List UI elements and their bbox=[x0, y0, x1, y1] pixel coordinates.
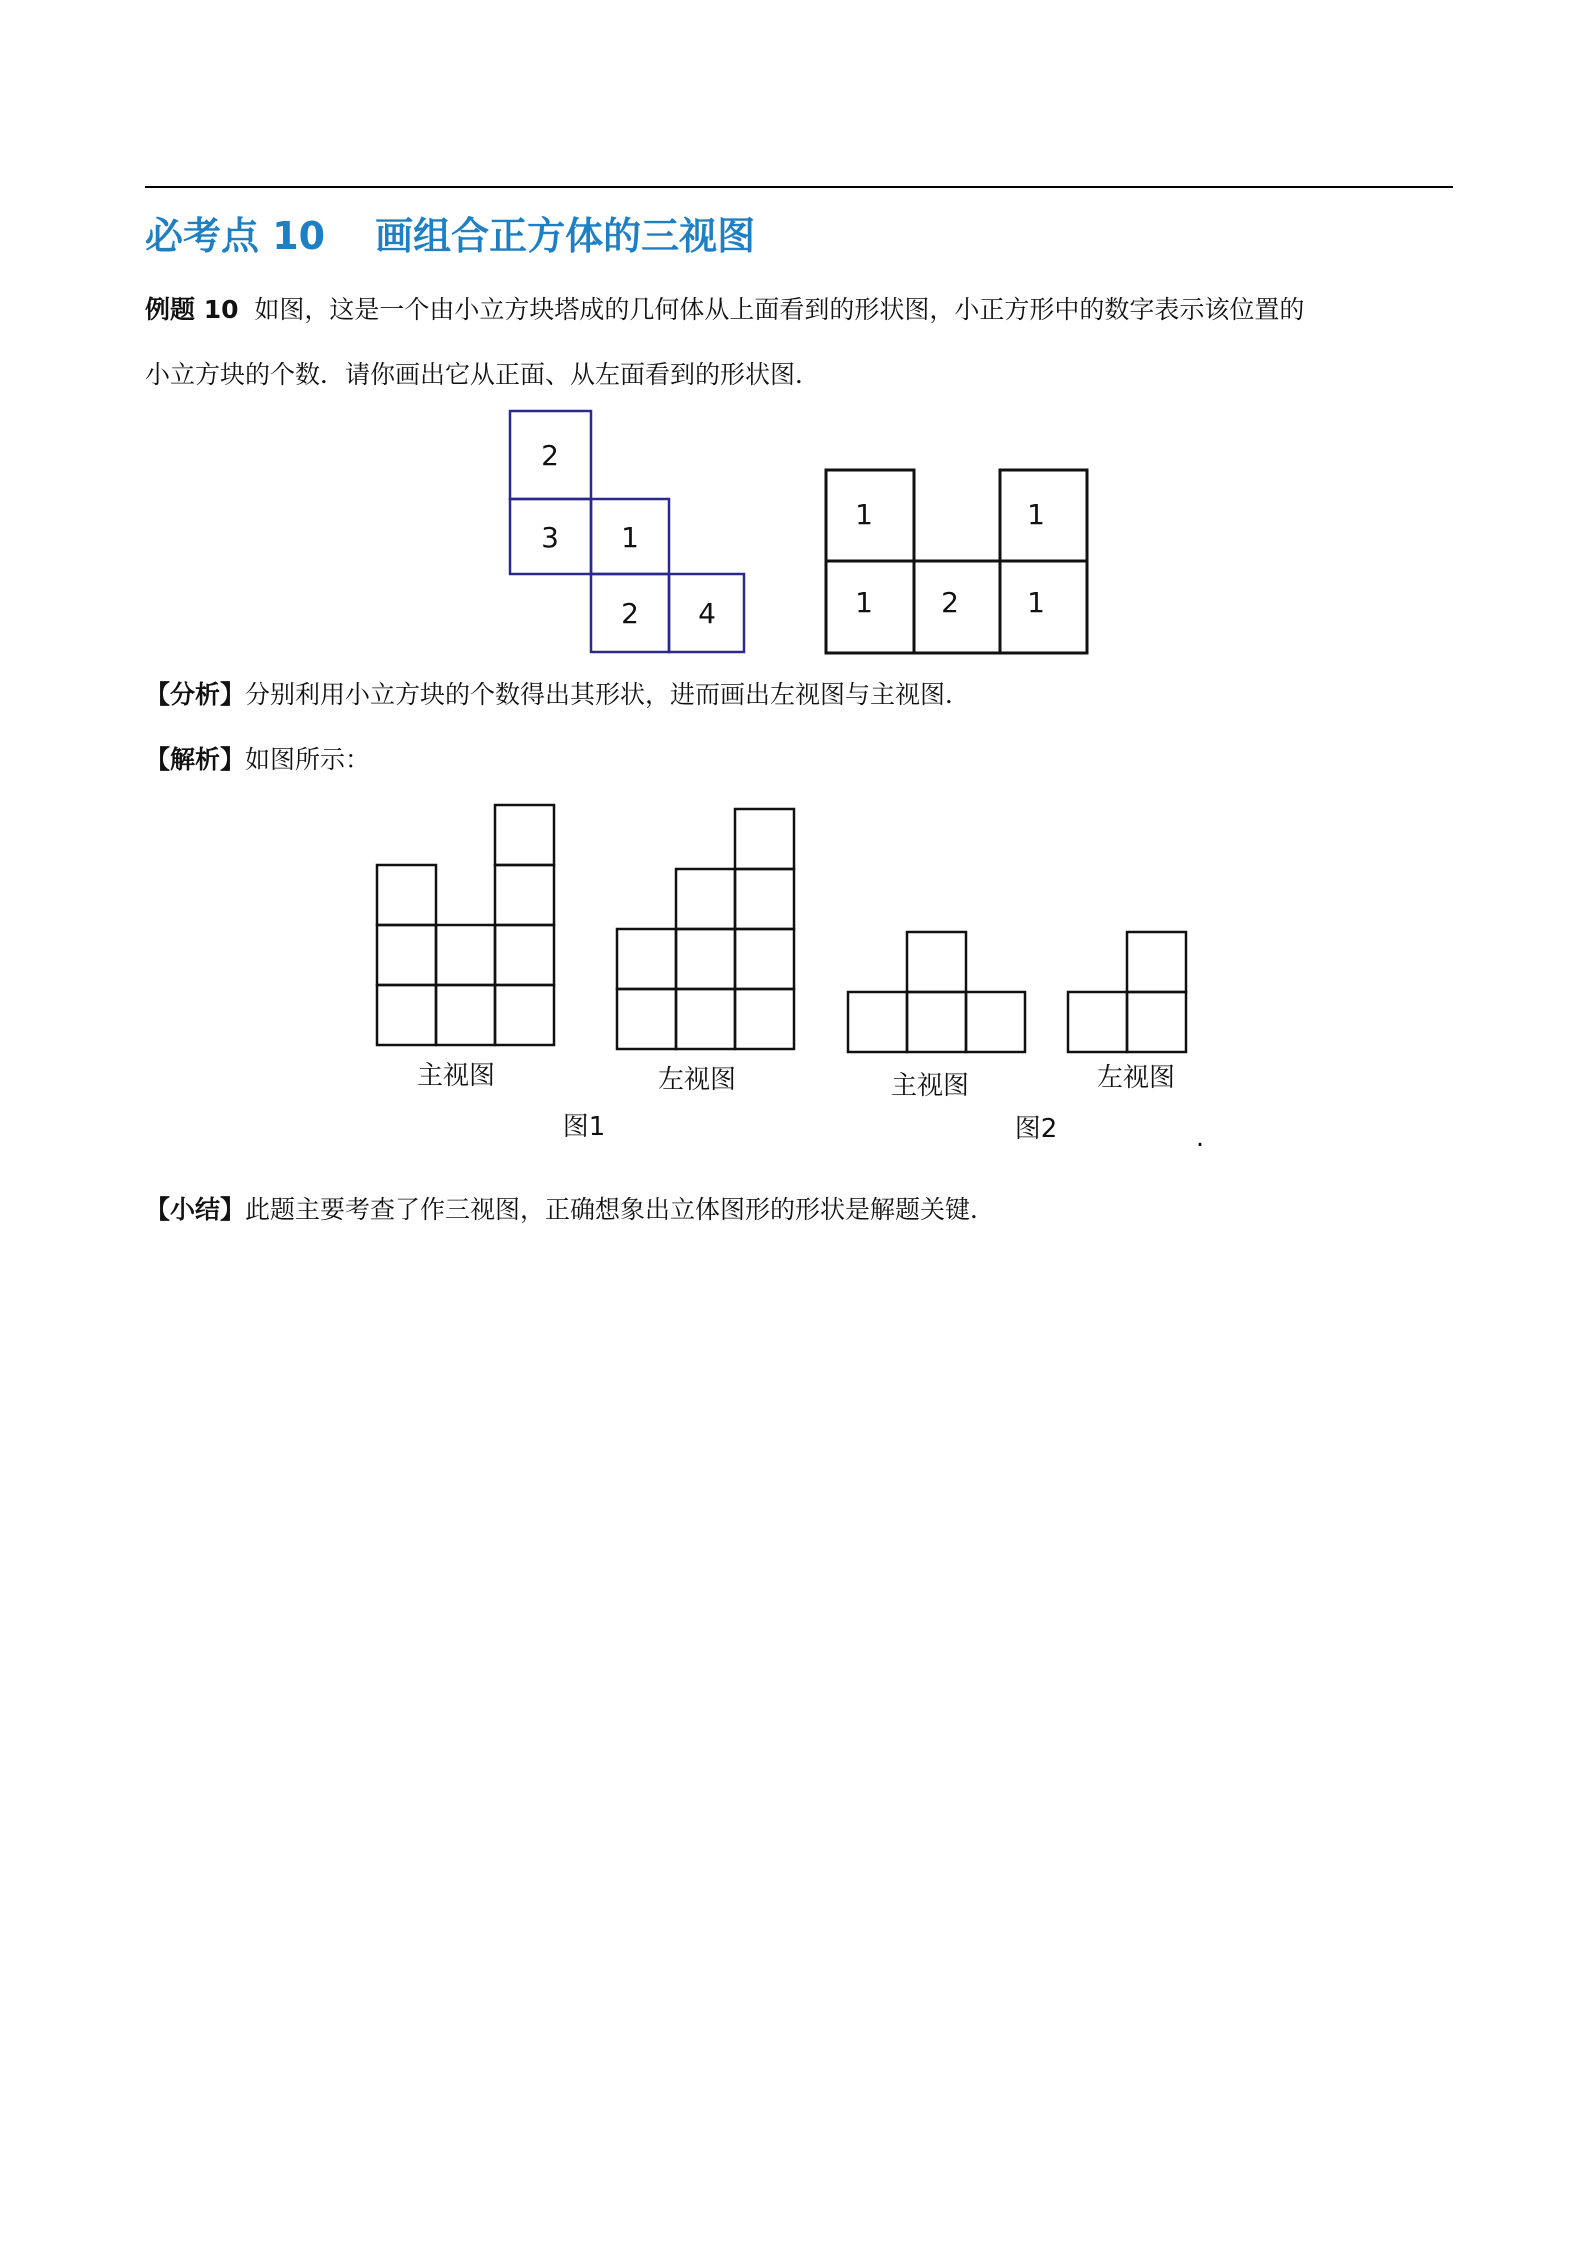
fig1-left-view-cube bbox=[735, 809, 794, 869]
fig1-left-view-cube bbox=[676, 929, 735, 989]
top-view-number: 1 bbox=[621, 521, 639, 554]
fig1-front-view-cube bbox=[377, 925, 436, 985]
fig1-left-view-cube bbox=[735, 989, 794, 1049]
fig1-front-view-cube bbox=[377, 865, 436, 925]
answer-top-view-number: 1 bbox=[1027, 586, 1045, 619]
fig1-front-view-cube bbox=[377, 985, 436, 1045]
fig2-front-view-cube bbox=[848, 992, 907, 1052]
top-view-number: 3 bbox=[541, 521, 559, 554]
fig2-front-view bbox=[848, 932, 1025, 1052]
fig1-front-view-label: 主视图 bbox=[416, 1061, 496, 1091]
fig2-front-view-label: 主视图 bbox=[890, 1071, 970, 1101]
fig1-front-view bbox=[377, 805, 554, 1045]
fig1-left-view bbox=[617, 809, 794, 1049]
solution-text: 如图所示： bbox=[245, 745, 371, 774]
fig2-front-view-cube bbox=[907, 932, 966, 992]
section-label: 必考点 10 bbox=[145, 214, 326, 258]
trailing-period: . bbox=[1195, 1123, 1205, 1153]
fig2-front-view-cube bbox=[907, 992, 966, 1052]
top-view-number: 2 bbox=[621, 597, 639, 630]
fig1-front-view-cube bbox=[495, 985, 554, 1045]
example-text-1: 如图，这是一个由小立方块塔成的几何体从上面看到的形状图，小正方形中的数字表示该位置的 bbox=[254, 295, 1305, 324]
solution-label: 【解析】 bbox=[145, 745, 246, 774]
answer-top-view-number: 2 bbox=[941, 586, 959, 619]
fig1-left-view-cube bbox=[676, 989, 735, 1049]
answer-top-view-number: 1 bbox=[855, 586, 873, 619]
summary-text: 此题主要考查了作三视图，正确想象出立体图形的形状是解题关键． bbox=[245, 1195, 996, 1224]
fig2-caption: 图2 bbox=[1014, 1114, 1058, 1144]
answer-top-view-number: 1 bbox=[855, 498, 873, 531]
fig2-left-view-cube bbox=[1068, 992, 1127, 1052]
fig1-front-view-cube bbox=[436, 925, 495, 985]
fig1-front-view-cube bbox=[436, 985, 495, 1045]
analysis-text: 分别利用小立方块的个数得出其形状，进而画出左视图与主视图． bbox=[245, 680, 971, 709]
fig2-front-view-cube bbox=[966, 992, 1025, 1052]
section-title: 画组合正方体的三视图 bbox=[375, 214, 756, 258]
fig1-left-view-cube bbox=[617, 929, 676, 989]
example-label: 例题 10 bbox=[145, 295, 239, 324]
example-line-2: 小立方块的个数．请你画出它从正面、从左面看到的形状图． bbox=[145, 360, 821, 389]
fig1-left-view-cube bbox=[735, 869, 794, 929]
fig1-caption: 图1 bbox=[562, 1112, 606, 1142]
fig1-front-view-cube bbox=[495, 865, 554, 925]
analysis-label: 【分析】 bbox=[145, 680, 246, 709]
fig1-left-view-cube bbox=[735, 929, 794, 989]
fig2-left-view-cube bbox=[1127, 932, 1186, 992]
fig1-front-view-cube bbox=[495, 925, 554, 985]
summary-label: 【小结】 bbox=[145, 1195, 246, 1224]
answer-top-view-number: 1 bbox=[1027, 498, 1045, 531]
top-view-number: 2 bbox=[541, 439, 559, 472]
fig2-left-view-cube bbox=[1127, 992, 1186, 1052]
fig1-left-view-cube bbox=[676, 869, 735, 929]
fig2-left-view bbox=[1068, 932, 1186, 1052]
fig1-front-view-cube bbox=[495, 805, 554, 865]
fig1-left-view-label: 左视图 bbox=[657, 1065, 737, 1095]
top-view-number: 4 bbox=[698, 597, 716, 630]
fig2-left-view-label: 左视图 bbox=[1096, 1063, 1176, 1093]
fig1-left-view-cube bbox=[617, 989, 676, 1049]
summary-paragraph bbox=[145, 1190, 995, 1226]
